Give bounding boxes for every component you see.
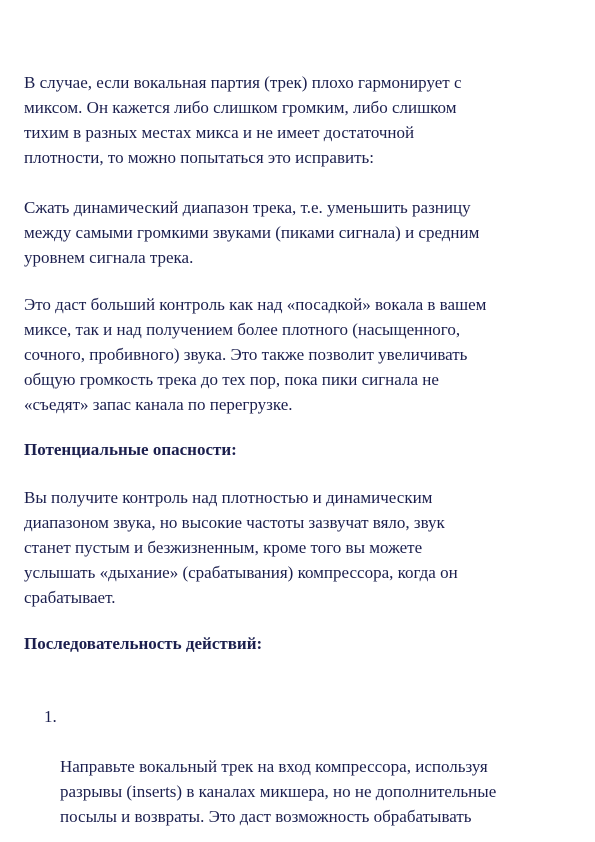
paragraph-intro: В случае, если вокальная партия (трек) плохо гармонирует с миксом. Он кажется либо слишком громким, либо слишком тихим в разных местах микса и не имеет достаточной плотности, то можно попытаться это исправить: <box>24 73 462 167</box>
heading-dangers: Потенциальные опасности: <box>24 440 237 459</box>
paragraph-benefits: Это даст больший контроль как над «посадкой» вокала в вашем миксе, так и над получением более плотного (насыщенного, сочного, пробивного) звука. Это также позволит увеличивать общую громкость трека до тех пор, пока пики сигнала не «съедят» запас канала по перегрузке. <box>24 295 487 414</box>
paragraph-dangers: Вы получите контроль над плотностью и динамическим диапазоном звука, но высокие частоты зазвучат вяло, звук станет пустым и безжизненным, кроме того вы можете услышать «дыхание» (срабатывания) компрессора, когда он срабатывает. <box>24 488 458 607</box>
list-item-marker: 1. <box>44 707 57 726</box>
list-item-text: Направьте вокальный трек на вход компрессора, используя разрывы (inserts) в каналах микшера, но не дополнительные посылы и возвраты. Это даст возможность обрабатывать <box>60 757 497 826</box>
heading-steps: Последовательность действий: <box>24 634 263 653</box>
list-item <box>44 704 574 829</box>
paragraph-compress: Сжать динамический диапазон трека, т.е. уменьшить разницу между самыми громкими звуками (пиками сигнала) и средним уровнем сигнала трека. <box>24 198 480 267</box>
steps-list <box>44 704 574 829</box>
